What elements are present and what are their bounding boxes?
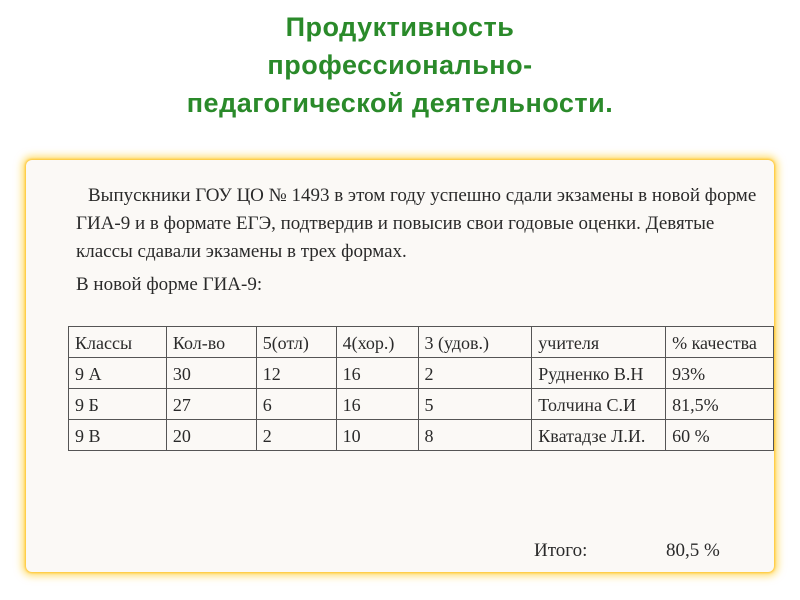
header-count: Кол-во: [166, 327, 256, 358]
total-label: Итого:: [534, 540, 588, 561]
cell-quality: 93%: [666, 358, 774, 389]
cell-quality: 60 %: [666, 420, 774, 451]
scanned-document-card: [26, 160, 774, 572]
table-row: [69, 389, 774, 420]
cell-teacher: Рудненко В.Н: [532, 358, 666, 389]
header-grade-4: 4(хор.): [336, 327, 418, 358]
cell-teacher: Толчина С.И: [532, 389, 666, 420]
slide-title: [0, 8, 800, 122]
cell-count: 27: [166, 389, 256, 420]
table-row: [69, 420, 774, 451]
cell-grade-4: 16: [336, 389, 418, 420]
header-quality: % качества: [666, 327, 774, 358]
table-row: [69, 358, 774, 389]
cell-class: 9 А: [69, 358, 167, 389]
title-line-2: профессионально-: [267, 50, 533, 80]
table-header-row: [69, 327, 774, 358]
cell-quality: 81,5%: [666, 389, 774, 420]
cell-grade-3: 2: [418, 358, 532, 389]
header-teachers: учителя: [532, 327, 666, 358]
cell-grade-3: 8: [418, 420, 532, 451]
cell-class: 9 Б: [69, 389, 167, 420]
total-value: 80,5 %: [666, 540, 720, 561]
header-grade-3: 3 (удов.): [418, 327, 532, 358]
cell-grade-5: 6: [256, 389, 336, 420]
cell-teacher: Кватадзе Л.И.: [532, 420, 666, 451]
cell-grade-5: 12: [256, 358, 336, 389]
title-line-1: Продуктивность: [285, 12, 515, 42]
cell-grade-5: 2: [256, 420, 336, 451]
cell-grade-4: 16: [336, 358, 418, 389]
cell-grade-3: 5: [418, 389, 532, 420]
cell-count: 30: [166, 358, 256, 389]
results-table: [68, 326, 774, 451]
intro-paragraph: [76, 182, 766, 266]
header-grade-5: 5(отл): [256, 327, 336, 358]
table-lead-text: В новой форме ГИА-9:: [76, 274, 263, 295]
cell-grade-4: 10: [336, 420, 418, 451]
header-classes: Классы: [69, 327, 167, 358]
cell-count: 20: [166, 420, 256, 451]
title-line-3: педагогической деятельности.: [186, 88, 614, 118]
cell-class: 9 В: [69, 420, 167, 451]
intro-paragraph-text: Выпускники ГОУ ЦО № 1493 в этом году успешно сдали экзамены в новой форме ГИА-9 и в формате ЕГЭ, подтвердив и повысив свои годовые оценки. Девятые классы сдавали экзамены в трех формах.: [76, 185, 757, 262]
